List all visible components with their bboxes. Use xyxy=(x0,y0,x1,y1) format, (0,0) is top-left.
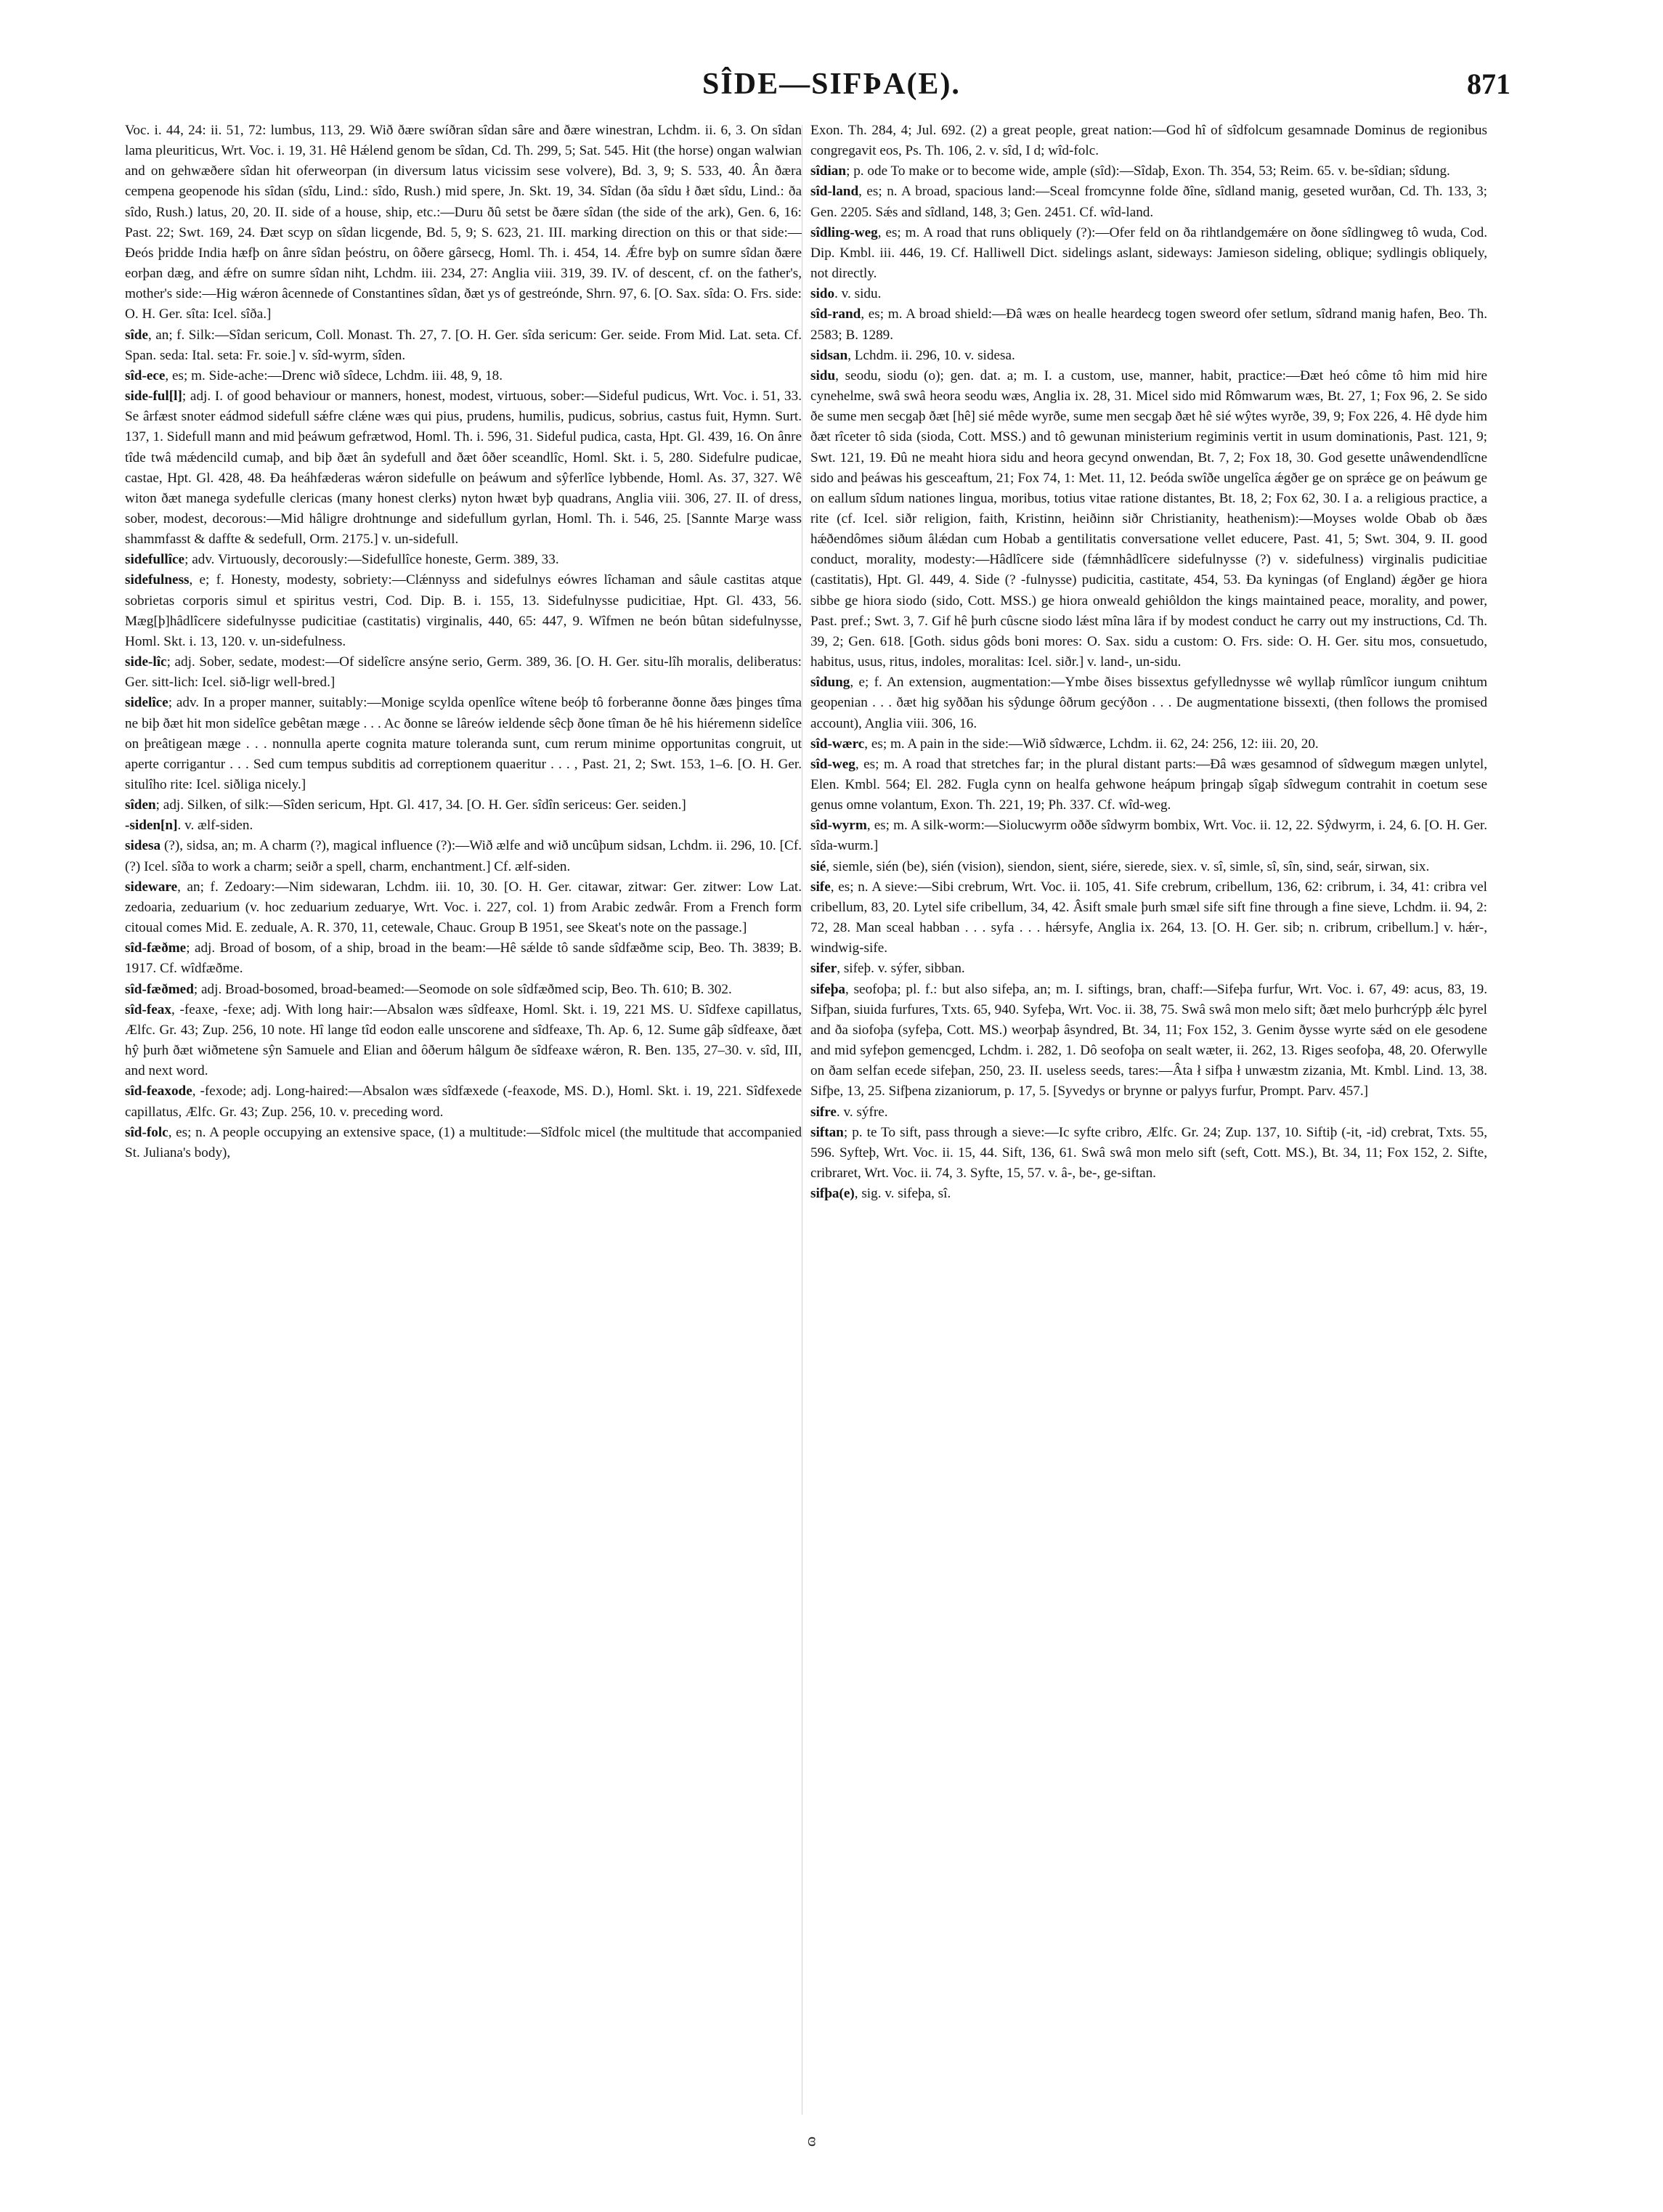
dictionary-entry xyxy=(125,1000,802,1082)
dictionary-entry xyxy=(125,877,802,938)
dictionary-entry xyxy=(810,755,1487,816)
entry-body: , es; m. A road that runs obliquely (?):—Ofer feld on ða rihtlandgemǽre on ðone sîdlingweg tô wuda, Cod. Dip. Kmbl. iii. 446, 19. Cf. Halliwell Dict. sidelings aslant, sideways: Jamieson sideling, oblique; sydlingis obliquely, not directly. xyxy=(810,224,1487,282)
entry-headword: sido xyxy=(810,286,835,302)
dictionary-entry xyxy=(125,1081,802,1122)
entry-body: (?), sidsa, an; m. A charm (?), magical influence (?):—Wið ælfe and wið uncûþum sidsan, Lchdm. ii. 296, 10. [Cf. (?) Icel. sîða to work a charm; seiðr a spell, charm, enchantment.] Cf. ælf-siden. xyxy=(125,838,802,874)
entry-body: ; adj. Broad-bosomed, broad-beamed:—Seomode on sole sîdfæðmed scip, Beo. Th. 610; B. 302. xyxy=(193,981,732,997)
entry-headword: siftan xyxy=(810,1124,844,1140)
entry-body: . v. sýfre. xyxy=(836,1104,888,1120)
entry-body: , es; m. A road that stretches far; in the plural distant parts:—Ðâ wæs gesamnod of sîdwegum mægen unlytel, Elen. Kmbl. 564; El. 282. Fugla cynn on healfa gehwone heápum þringaþ sîgaþ sîdwegum contrahit in coetum sese genus omne volantum, Exon. Th. 221, 19; Ph. 337. Cf. wîd-weg. xyxy=(810,756,1487,813)
entry-body: , e; f. An extension, augmentation:—Ymbe ðises bissextus gefyllednysse wê wyllaþ rûmlîcor iungum cnihtum geopenian . . . ðæt hig syððan his sŷdunge ôðrum gecýðon . . . De augmentatione bissexti, (then follows the promised account), Anglia viii. 306, 16. xyxy=(810,675,1487,731)
entry-body: , -fexode; adj. Long-haired:—Absalon wæs sîdfæxede (-feaxode, MS. D.), Homl. Skt. i. 19, 221. Sîdfexede capillatus, Ælfc. Gr. 43; Zup. 256, 10. v. preceding word. xyxy=(125,1083,802,1120)
entry-body: ; adj. Silken, of silk:—Sîden sericum, Hpt. Gl. 417, 34. [O. H. Ger. sîdîn sericeus: Ger. seiden.] xyxy=(155,797,686,813)
entry-body: ; adj. Broad of bosom, of a ship, broad in the beam:—Hê sǽlde tô sande sîdfæðme scip, Beo. Th. 3839; B. 1917. Cf. wîdfæðme. xyxy=(125,940,802,977)
entry-body: , an; f. Silk:—Sîdan sericum, Coll. Monast. Th. 27, 7. [O. H. Ger. sîda sericum: Ger. seide. From Mid. Lat. seta. Cf. Span. seda: Ital. seta: Fr. soie.] v. sîd-wyrm, sîden. xyxy=(125,327,802,363)
entry-headword: sifþa(e) xyxy=(810,1186,855,1202)
dictionary-entry xyxy=(810,672,1487,733)
entry-body: , -feaxe, -fexe; adj. With long hair:—Absalon wæs sîdfeaxe, Homl. Skt. i. 19, 221 MS. U. Sîdfexe capillatus, Ælfc. Gr. 43; Zup. 256, 10 note. Hî lange tîd eodon ealle unscorene and sîdfeaxe, Th. Ap. 6, 12. Sume gâþ sîdfeaxe, ðæt hŷ þurh ðæt wiðmetene sŷn Samuele and Elian and ôðerum hâlgum ðe sîdfeaxe wǽron, R. Ben. 135, 27–30. v. sîd, III, and next word. xyxy=(125,1001,802,1079)
dictionary-entry xyxy=(125,938,802,979)
entry-headword: sifeþa xyxy=(810,981,845,997)
dictionary-entry xyxy=(810,734,1487,755)
entry-headword: sifre xyxy=(810,1104,837,1120)
signature-mark: ɞ xyxy=(808,2129,816,2150)
entry-headword: sié xyxy=(810,858,826,874)
dictionary-entry xyxy=(125,386,802,550)
dictionary-entry xyxy=(810,877,1487,959)
dictionary-entry xyxy=(810,223,1487,284)
entry-body: ; adv. Virtuously, decorously:—Sidefullîce honeste, Germ. 389, 33. xyxy=(184,552,559,568)
entry-headword: sîde xyxy=(125,327,148,343)
entry-body: , es; n. A broad, spacious land:—Sceal fromcynne folde ðîne, sîdland manig, geseted wurðan, Cd. Th. 133, 3; Gen. 2205. Sǽs and sîdland, 148, 3; Gen. 2451. Cf. wîd-land. xyxy=(810,184,1487,220)
dictionary-entry xyxy=(810,1123,1487,1184)
entry-body: , es; n. A people occupying an extensive space, (1) a multitude:—Sîdfolc micel (the multitude that accompanied St. Juliana's body), xyxy=(125,1124,802,1160)
entry-continuation xyxy=(810,121,1487,161)
entry-headword: sîdian xyxy=(810,163,847,179)
entry-headword: sidefullîce xyxy=(125,552,185,568)
entry-body: , an; f. Zedoary:—Nim sidewaran, Lchdm. iii. 10, 30. [O. H. Ger. citawar, zitwar: Ger. zitwer: Low Lat. zedoaria, zeduarium (v. hoc zeduarium zeduarye, Wrt. Voc. i. 227, col. 1) from Arabic zedwâr. From a French form citoual comes Mid. E. zeduale, A. R. 370, 11, cetewale, Chauc. Group B 1951, see Skeat's note on the passage.] xyxy=(125,879,802,936)
entry-body: , seodu, siodu (o); gen. dat. a; m. I. a custom, use, manner, habit, practice:—Ðæt heó côme tô him mid hire cynehelme, swâ swâ heora seodu wæs, Anglia ix. 28, 31. Micel sido mid Rômwarum wæs, Bt. 27, 1; Fox 96, 2. Se sido ðe sume men secgaþ ðæt [hê] sié mêde wyrðe, sume men secgaþ ðæt hê sié wŷtes wyrðe, 39, 9; Fox 226, 4. Hê dyde him ðæt rîceter tô sida (sioda, Cott. MSS.) and tô gewunan ministerium regiminis vertit in usum dominationis, Past. 121, 9; Swt. 121, 19. Ðû ne meaht hiora sidu and heora gecynd onwendan, Bt. 7, 2; Fox 18, 30. God gesette unâwendendlîcne sido and þeáwas his gesceaftum, 21; Fox 74, 1: Met. 11, 12. Þeóda swîðe ungelîca ǽgðer ge on sprǽce ge on þeáwum ge on eallum sîdum nationes lingua, moribus, totius vitae ratione distantes, Bt. 18, 2; Fox 62, 30. I a. a religious practice, a rite (cf. Icel. siðr religion, faith, Kristinn, heiðinn siðr Christianity, heathenism):—Moyses wolde Obab ob ðæs hǽðendômes siðum âlǽdan cum Hobab a gentilitatis conversatione vellet educere, Past. 41, 5; Swt. 304, 9. II. good conduct, morality, modesty:—Hâdlîcere side (fǽmnhâdlîcere sidefulnysse (?) v. sidefulness) virginalis pudicitiae (castitatis), Hpt. Gl. 449, 4. Side (? -fulnysse) pudicitia, castitate, 454, 53. Ða kyningas (of England) ǽgðer ge hiora sibbe ge hiora siodo (sido, Cott. MSS.) ge hiora onweald gehiôldon the kings maintained peace, morality, and power, Past. pref.; Swt. 3, 7. Gif hê þurh cûscne siodo lǽst mîna lâra if by modest conduct he carry out my instructions, Cd. Th. 39, 2; Gen. 618. [Goth. sidus gôds boni mores: O. Sax. sidu a custom: O. Frs. side: O. H. Ger. situ mos, consuetudo, habitus, usus, ritus, indoles, moralitas: Icel. siðr.] v. land-, un-sidu. xyxy=(810,367,1487,670)
dictionary-entry xyxy=(810,346,1487,366)
dictionary-entry xyxy=(125,366,802,386)
entry-body: ; p. ode To make or to become wide, ample (sîd):—Sîdaþ, Exon. Th. 354, 53; Reim. 65. v. be-sîdian; sîdung. xyxy=(846,163,1450,179)
entry-headword: sidu xyxy=(810,367,836,383)
entry-headword: sife xyxy=(810,879,831,895)
entry-headword: sideware xyxy=(125,879,178,895)
entry-body: , e; f. Honesty, modesty, sobriety:—Clǽnnyss and sidefulnys eówres lîchaman and sâule castitas atque sobrietas corporis simul et spiritus vestri, Cod. Dip. B. i. 155, 13. Sidefulnysse pudicitiae, Hpt. Gl. 433, 56. Mæg[þ]hâdlîcere sidefulnysse pudicitiae (castitatis) virginalis, 440, 65: 447, 9. Wîfmen ne beón bûtan sidefulnysse, Homl. Skt. i. 13, 120. v. un-sidefulness. xyxy=(125,572,802,649)
entry-headword: sîd-fæðme xyxy=(125,940,187,956)
dictionary-entry xyxy=(125,1123,802,1163)
entry-headword: sîd-fæðmed xyxy=(125,981,194,997)
entry-headword: sîdung xyxy=(810,675,850,691)
dictionary-entry xyxy=(810,182,1487,222)
entry-headword: sîd-feax xyxy=(125,1001,171,1017)
entry-headword: side-lîc xyxy=(125,654,167,670)
entry-body: ; p. te To sift, pass through a sieve:—Ic syfte cribro, Ælfc. Gr. 24; Zup. 137, 10. Siftiþ (-it, -id) crebrat, Txts. 55, 596. Syfteþ, Wrt. Voc. ii. 15, 44. Sift, 136, 61. Swâ swâ mon melo sift (seft, Cott. MS.), Bt. 34, 11; Fox 152, 2. Sifte, cribraret, Wrt. Voc. ii. 74, 3. Syfte, 15, 57. v. â-, be-, ge-siftan. xyxy=(810,1124,1487,1181)
dictionary-entry xyxy=(125,652,802,693)
entry-headword: sifer xyxy=(810,961,837,977)
entry-body: , Lchdm. ii. 296, 10. v. sidesa. xyxy=(847,347,1015,363)
entry-headword: side-ful[l] xyxy=(125,389,182,404)
entry-body: , es; m. Side-ache:—Drenc wið sîdece, Lchdm. iii. 48, 9, 18. xyxy=(165,367,503,383)
entry-body: , es; m. A broad shield:—Ðâ wæs on healle heardecg togen sweord ofer setlum, sîdrand manig hafen, Beo. Th. 2583; B. 1289. xyxy=(810,306,1487,343)
dictionary-entry xyxy=(810,304,1487,345)
entry-headword: sîd-folc xyxy=(125,1124,168,1140)
page-header-title: SÎDE—SIFÞA(E). xyxy=(702,68,961,101)
dictionary-entry xyxy=(810,816,1487,856)
entry-body: ; adj. I. of good behaviour or manners, honest, modest, virtuous, sober:—Sideful pudicus, Wrt. Voc. i. 51, 33. Se ârfæst snoter eádmod sidefull sǽfre clǽne wæs qui pius, prudens, humilis, pudicus, sobrius, castus fuit, Hymn. Surt. 137, 1. Sidefull mann and mid þeáwum gefrætwod, Homl. Th. i. 596, 31. Sideful pudica, casta, Hpt. Gl. 439, 16. On ânre tîde twâ mǽdencild cumaþ, and biþ ðæt ân sydefull and ðæt ôðer sceandlîc, Homl. Skt. i. 5, 280. Sidefulre pudicae, castae, Hpt. Gl. 428, 48. Ða heáhfæderas wǽron sidefulle on þeáwum and sŷferlîce lybbende, Homl. As. 37, 327. Wê witon ðæt manega sydefulle clericas (many honest clerks) nyton hwæt byþ quadrans, Anglia viii. 306, 27. II. of dress, sober, modest, decorous:—Mid hâligre drohtnunge and sidefullum gyrlan, Homl. Th. i. 546, 25. [Sannte Marȝe wass shammfasst & daffte & sedefull, Orm. 2175.] v. un-sidefull. xyxy=(125,389,802,548)
entry-body: ; adj. Sober, sedate, modest:—Of sidelîcre ansýne serio, Germ. 389, 36. [O. H. Ger. situ-lîh moralis, deliberatus: Ger. sitt-lich: Icel. sið-ligr well-bred.] xyxy=(125,654,802,691)
entry-body: , sig. v. sifeþa, sî. xyxy=(854,1186,951,1202)
entry-headword: sîdling-weg xyxy=(810,224,878,240)
entry-body: , es; m. A pain in the side:—Wið sîdwærce, Lchdm. ii. 62, 24: 256, 12: iii. 20, 20. xyxy=(864,736,1319,752)
entry-headword: sîd-feaxode xyxy=(125,1083,192,1099)
entry-headword: sidsan xyxy=(810,347,848,363)
entry-body: Voc. i. 44, 24: ii. 51, 72: lumbus, 113, 29. Wið ðære swíðran sîdan sâre and ðære winestran, Lchdm. ii. 6, 3. On sîdan lama pleuriticus, Wrt. Voc. i. 19, 31. Hê Hǽlend genom be sîdan, Cd. Th. 299, 5; Sat. 545. Hit (the horse) ongan walwian and on gehwæðere sîdan hit oferweorpan (in diversum latus vicissim sese volvere), Bd. 3, 9; S. 533, 40. Ân ðæra cempena geopenode his sîdan (sîdu, Lind.: sîdo, Rush.) mid spere, Jn. Skt. 19, 34. Sîdan (ða sîdu ł ðæt sîdu, Lind.: ða sîdo, Rush.) latus, 20, 20. II. side of a house, ship, etc.:—Duru ðû setst be ðære sîdan (the side of the ark), Gen. 6, 16: Past. 22; Swt. 169, 24. Ðæt scyp on sîdan licgende, Bd. 5, 9; S. 623, 21. III. marking direction on this or that side:—Ðeós þridde India hæfþ on ânre sîdan þeóstru, on ôðere gârsecg, Homl. Th. i. 454, 14. Ǽfre byþ on sumre sîdan ðære eorþan dæg, and ǽfre on sumre sîdan niht, Lchdm. iii. 234, 27: Anglia viii. 319, 39. IV. of descent, cf. on the father's, mother's side:—Hig wǽron âcennede of Constantines sîdan, ðæt ys of gestreónde, Shrn. 97, 6. [O. Sax. sîda: O. Frs. side: O. H. Ger. sîta: Icel. sîða.] xyxy=(125,123,802,322)
entry-headword: sîd-land xyxy=(810,184,859,200)
entry-headword: sîd-rand xyxy=(810,306,861,322)
dictionary-entry xyxy=(125,980,802,1000)
dictionary-entry xyxy=(810,980,1487,1102)
dictionary-entry xyxy=(810,857,1487,877)
dictionary-entry xyxy=(125,693,802,795)
dictionary-entry xyxy=(125,795,802,816)
dictionary-entry xyxy=(125,550,802,570)
entry-body: . v. sidu. xyxy=(834,286,882,302)
dictionary-entry xyxy=(125,816,802,836)
entry-headword: -siden[n] xyxy=(125,818,178,834)
dictionary-entry xyxy=(810,161,1487,182)
dictionary-entry xyxy=(810,959,1487,979)
dictionary-entry xyxy=(810,1102,1487,1123)
entry-headword: sîd-wærc xyxy=(810,736,865,752)
entry-headword: sidelîce xyxy=(125,695,168,711)
entry-headword: sidefulness xyxy=(125,572,190,588)
entry-headword: sîd-ece xyxy=(125,367,166,383)
entry-body: , sifeþ. v. sýfer, sibban. xyxy=(837,961,965,977)
entry-body: , siemle, sién (be), sién (vision), siendon, sient, siére, sierede, siex. v. sî, simle, sî, sîn, sind, seár, sirwan, six. xyxy=(826,858,1430,874)
entry-headword: sidesa xyxy=(125,838,161,854)
entry-body: , es; n. A sieve:—Sibi crebrum, Wrt. Voc. ii. 105, 41. Sife crebrum, cribellum, 136, 62: cribrum, i. 34, 41: cribra vel cribellum, 83, 20. Lytel sife cribellum, 34, 42. Âsift smale þurh smæl sife sift fine through a fine sieve, Lchdm. ii. 94, 2: 72, 28. Man sceal habban . . . syfa . . . hǽrsyfe, Anglia ix. 264, 13. [O. H. Ger. sib; n. cribrum, cribellum.] v. hǽr-, windwig-sife. xyxy=(810,879,1487,956)
entry-continuation xyxy=(125,121,802,325)
entry-body: ; adv. In a proper manner, suitably:—Monige scylda openlîce wîtene beóþ tô forberanne ðonne ðæs þinges tîma ne biþ ðæt hit mon sidelîce gebêtan mæge . . . Ac ðonne se lâreów ieldende sêcþ ðone tîman ðe hê his hiéremenn sidelîce on þreâtigean mæge . . . nonnulla aperte cognita mature toleranda sunt, cum rerum minime opportunitas congruit, ut aperte corrigantur . . . Sed cum tempus subditis ad correptionem quaeritur . . . , Past. 21, 2; Swt. 153, 1–6. [O. H. Ger. situlîho rite: Icel. siðliga nicely.] xyxy=(125,695,802,792)
dictionary-entry xyxy=(810,284,1487,304)
dictionary-entry xyxy=(810,1184,1487,1204)
page-number: 871 xyxy=(1467,68,1510,100)
right-column xyxy=(810,121,1487,1204)
entry-body: Exon. Th. 284, 4; Jul. 692. (2) a great people, great nation:—God hî of sîdfolcum gesamnade Dominus de regionibus congregavit eos, Ps. Th. 106, 2. v. sîd, I d; wîd-folc. xyxy=(810,123,1487,159)
dictionary-entry xyxy=(125,325,802,366)
entry-headword: sîden xyxy=(125,797,156,813)
dictionary-entry xyxy=(125,570,802,652)
dictionary-entry xyxy=(125,836,802,877)
entry-headword: sîd-wyrm xyxy=(810,818,867,834)
left-column xyxy=(125,121,802,1163)
entry-headword: sîd-weg xyxy=(810,756,855,772)
entry-body: , es; m. A silk-worm:—Siolucwyrm oððe sîdwyrm bombix, Wrt. Voc. ii. 12, 22. Sŷdwyrm, i. 24, 6. [O. H. Ger. sîda-wurm.] xyxy=(810,818,1487,854)
entry-body: . v. ælf-siden. xyxy=(177,818,253,834)
entry-body: , seofoþa; pl. f.: but also sifeþa, an; m. I. siftings, bran, chaff:—Sifeþa furfur, Wrt. Voc. i. 67, 49: acus, 83, 19. Sifþan, siuida furfures, Txts. 65, 940. Syfeþa, Wrt. Voc. ii. 38, 75. Swâ swâ mon melo sift; ðæt melo þurhcrýpþ ǽlc þyrel and ða siofoþa (syfeþa, Cott. MS.) weorþaþ âsyndred, Bt. 34, 11; Fox 152, 3. Genim ðysse wyrte sǽd on ele gesodene and mid syfeþon gemencged, Lchdm. i. 282, 1. Dô seofoþa on sealt wæter, ii. 262, 13. Riges seofoþa, 48, 20. Oferwylle on ðam selfan ecede sifeþan, 250, 23. II. useless seeds, tares:—Âta ł sifþa ł unwæstm zizania, Mt. Kmbl. Lind. 13, 38. Sifþe, 13, 25. Sifþena zizaniorum, p. 17, 5. [Syvedys or brynne or palyys furfur, Prompt. Parv. 457.] xyxy=(810,981,1487,1099)
dictionary-entry xyxy=(810,366,1487,672)
